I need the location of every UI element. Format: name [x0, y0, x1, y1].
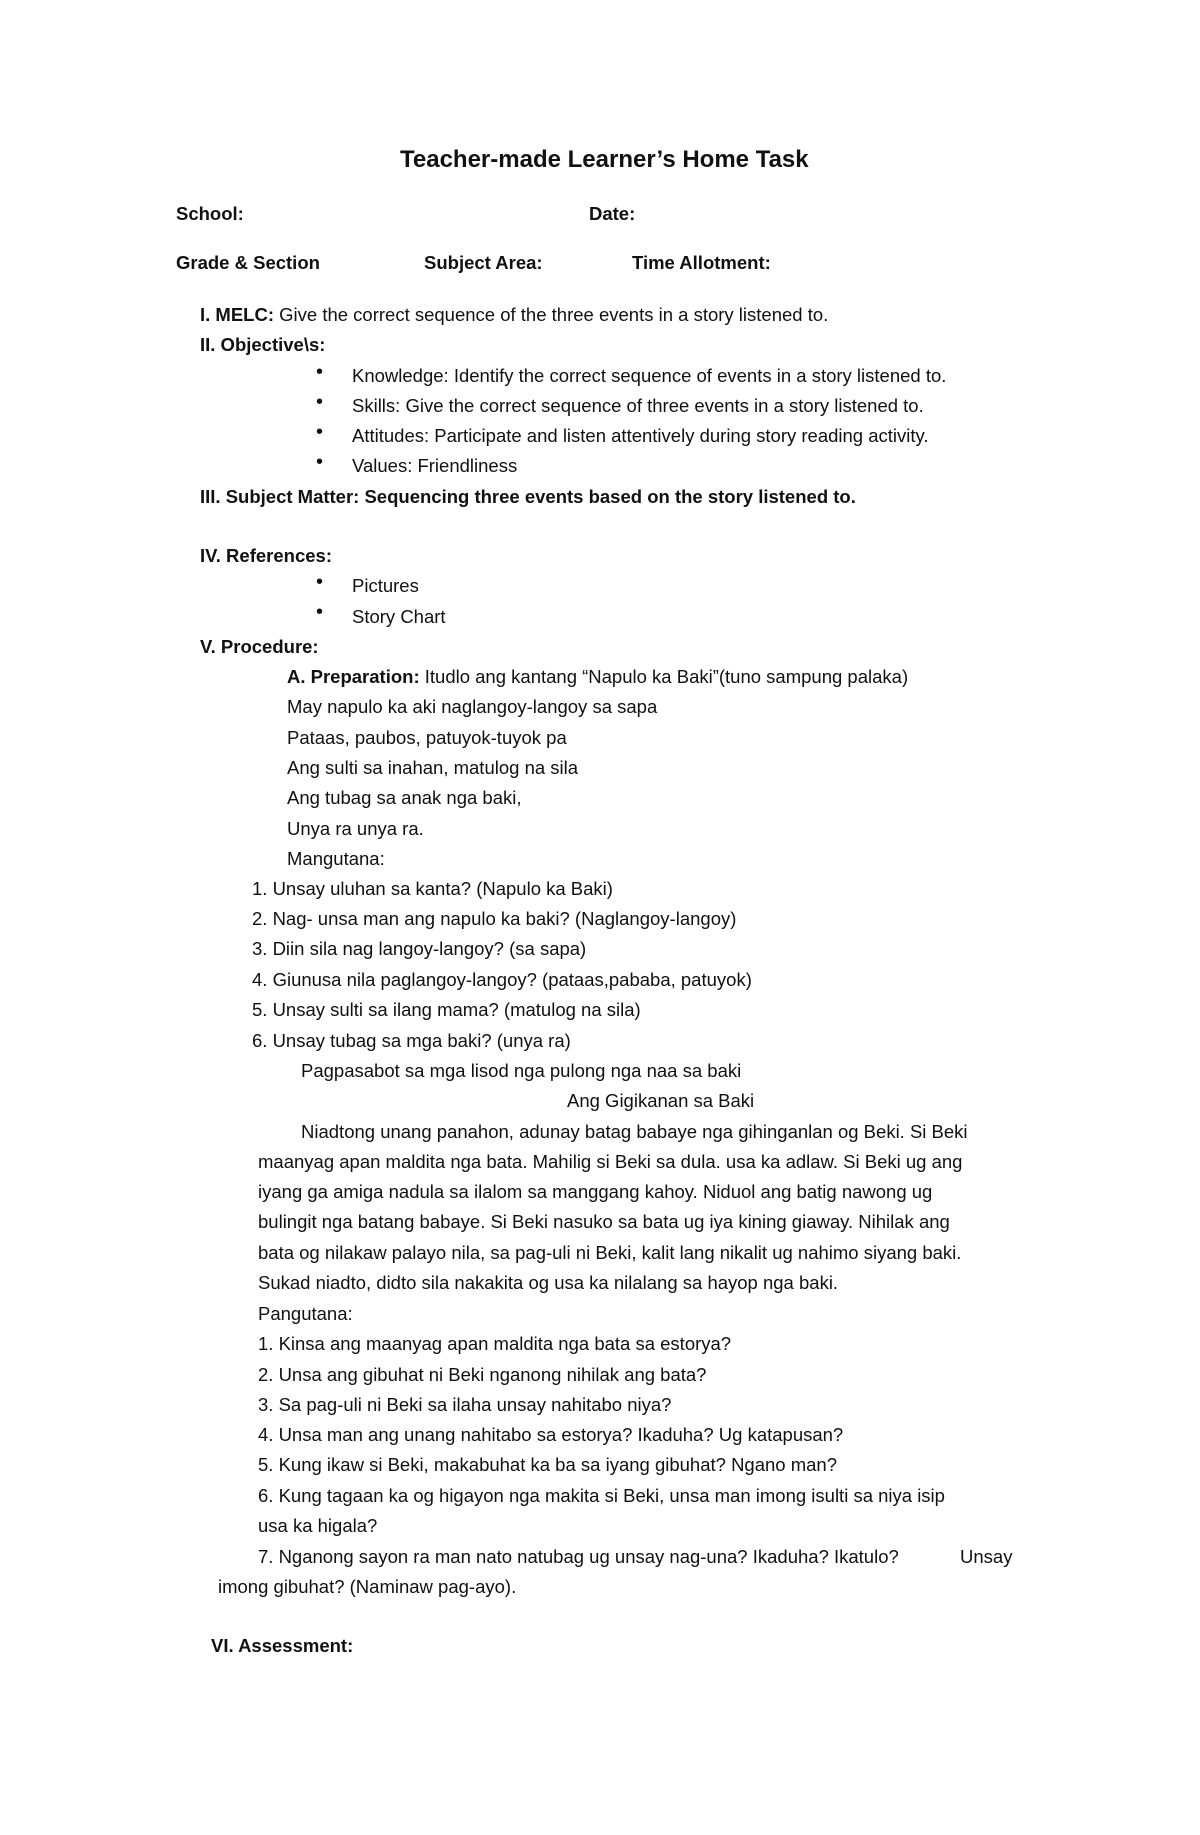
subject-area-label: Subject Area:	[424, 252, 543, 273]
story-title: Ang Gigikanan sa Baki	[567, 1090, 755, 1111]
story-question: 4. Unsa man ang unang nahitabo sa estorya? Ikaduha? Ug katapusan?	[258, 1424, 844, 1445]
reference-item: Story Chart	[352, 606, 446, 627]
story-question-7: 7. Nganong sayon ra man nato natubag ug unsay nag-una? Ikaduha? Ikatulo?	[258, 1546, 899, 1567]
song-question: 5. Unsay sulti sa ilang mama? (matulog na sila)	[252, 999, 641, 1020]
bullet-icon: •	[316, 601, 324, 623]
story-line: bulingit nga batang babaye. Si Beki nasuko sa bata ug iya kining giaway. Nihilak ang	[258, 1211, 950, 1232]
procedure-heading: V. Procedure:	[200, 636, 319, 657]
bullet-icon: •	[316, 571, 324, 593]
melc-text: Give the correct sequence of the three events in a story listened to.	[279, 304, 829, 325]
preparation-label: A. Preparation:	[287, 666, 420, 687]
assessment-heading: VI. Assessment:	[211, 1635, 354, 1656]
story-line: maanyag apan maldita nga bata. Mahilig si Beki sa dula. usa ka adlaw. Si Beki ug ang	[258, 1151, 963, 1172]
song-question: 6. Unsay tubag sa mga baki? (unya ra)	[252, 1030, 571, 1051]
story-line: Niadtong unang panahon, adunay batag babaye nga gihinganlan og Beki. Si Beki	[301, 1121, 968, 1142]
song-question: 1. Unsay uluhan sa kanta? (Napulo ka Baki)	[252, 878, 613, 899]
bullet-icon: •	[316, 421, 324, 443]
pagpasabot-line: Pagpasabot sa mga lisod nga pulong nga naa sa baki	[301, 1060, 742, 1081]
preparation-text: Itudlo ang kantang “Napulo ka Baki”(tuno sampung palaka)	[419, 666, 909, 687]
song-line: May napulo ka aki naglangoy-langoy sa sapa	[287, 696, 658, 717]
story-question: usa ka higala?	[258, 1515, 378, 1536]
story-line: bata og nilakaw palayo nila, sa pag-uli ni Beki, kalit lang nikalit ug nahimo siyang baki.	[258, 1242, 962, 1263]
preparation-line	[287, 668, 908, 687]
references-heading: IV. References:	[200, 545, 332, 566]
bullet-icon: •	[316, 391, 324, 413]
objective-knowledge: Knowledge: Identify the correct sequence of events in a story listened to.	[352, 365, 947, 386]
bullet-icon: •	[316, 451, 324, 473]
song-line: Ang tubag sa anak nga baki,	[287, 787, 522, 808]
school-label: School:	[176, 203, 244, 224]
reference-item: Pictures	[352, 575, 419, 596]
date-label: Date:	[589, 203, 636, 224]
story-question: 2. Unsa ang gibuhat ni Beki nganong nihilak ang bata?	[258, 1364, 707, 1385]
objective-attitudes: Attitudes: Participate and listen attentively during story reading activity.	[352, 425, 929, 446]
story-question: 6. Kung tagaan ka og higayon nga makita si Beki, unsa man imong isulti sa niya isip	[258, 1485, 945, 1506]
melc-label: I. MELC:	[200, 304, 274, 325]
time-allotment-label: Time Allotment:	[632, 252, 771, 273]
song-line: Pataas, paubos, patuyok-tuyok pa	[287, 727, 567, 748]
objective-values: Values: Friendliness	[352, 455, 518, 476]
story-question: 5. Kung ikaw si Beki, makabuhat ka ba sa iyang gibuhat? Ngano man?	[258, 1454, 838, 1475]
pangutana-label: Pangutana:	[258, 1303, 353, 1324]
song-line: Unya ra unya ra.	[287, 818, 424, 839]
story-line: iyang ga amiga nadula sa ilalom sa manggang kahoy. Niduol ang batig nawong ug	[258, 1181, 933, 1202]
page-title: Teacher-made Learner’s Home Task	[400, 146, 809, 173]
story-question: 3. Sa pag-uli ni Beki sa ilaha unsay nahitabo niya?	[258, 1394, 672, 1415]
song-question: 4. Giunusa nila paglangoy-langoy? (pataas,pababa, patuyok)	[252, 969, 752, 990]
song-question: 2. Nag- unsa man ang napulo ka baki? (Naglangoy-langoy)	[252, 908, 737, 929]
story-question-7-continued: imong gibuhat? (Naminaw pag-ayo).	[218, 1576, 517, 1597]
story-question: 1. Kinsa ang maanyag apan maldita nga bata sa estorya?	[258, 1333, 732, 1354]
story-question-7-tail: Unsay	[960, 1546, 1013, 1567]
objective-skills: Skills: Give the correct sequence of three events in a story listened to.	[352, 395, 924, 416]
bullet-icon: •	[316, 361, 324, 383]
melc-line	[200, 306, 828, 325]
song-line: Ang sulti sa inahan, matulog na sila	[287, 757, 579, 778]
story-line: Sukad niadto, didto sila nakakita og usa ka nilalang sa hayop nga baki.	[258, 1272, 839, 1293]
grade-section-label: Grade & Section	[176, 252, 320, 273]
subject-matter: III. Subject Matter: Sequencing three events based on the story listened to.	[200, 486, 856, 507]
objectives-heading: II. Objective\s:	[200, 334, 326, 355]
song-question: 3. Diin sila nag langoy-langoy? (sa sapa)	[252, 938, 587, 959]
mangutana-label: Mangutana:	[287, 848, 385, 869]
